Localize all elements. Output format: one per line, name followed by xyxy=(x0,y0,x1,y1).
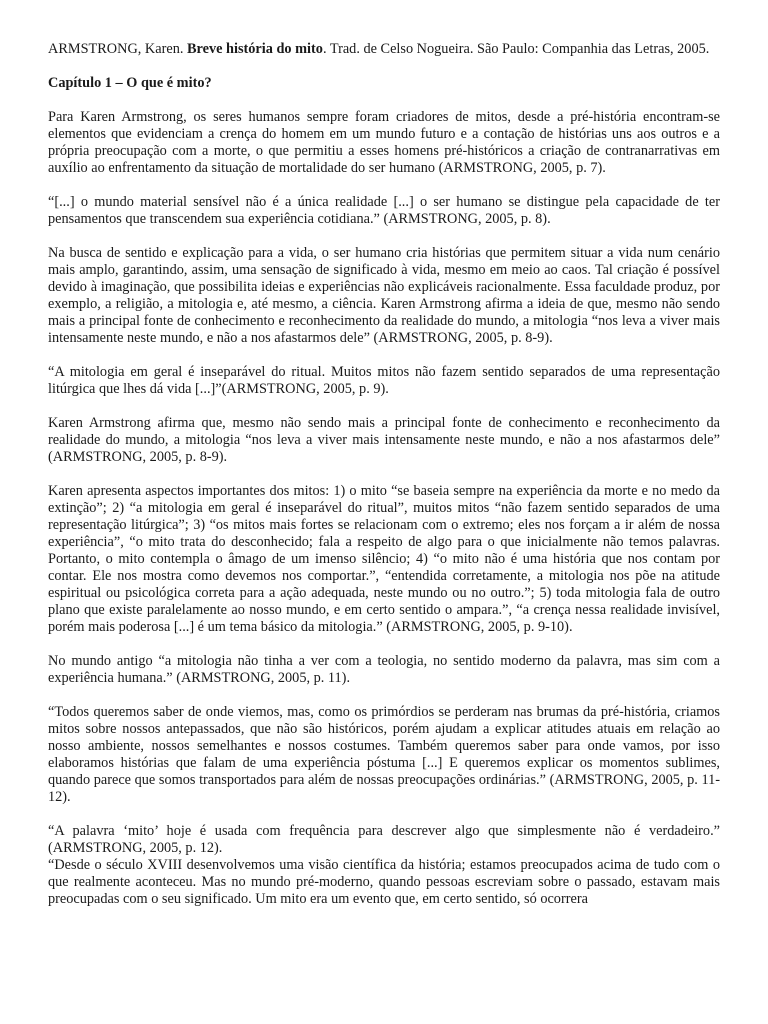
paragraph-8: “Todos queremos saber de onde viemos, mas, como os primórdios se perderam nas brumas da pré-história, criamos mitos sobre nossos antepassados, que não são históricos, porém ajudam a explicar atitudes atuais em relação ao nosso ambiente, nossos semelhantes e nossos costumes. Também queremos saber para onde vamos, por isso elaboramos histórias que falam de uma experiência póstuma [...] E queremos explicar os momentos sublimes, quando parece que somos transportados para além de nossas preocupações ordinárias.” (ARMSTRONG, 2005, p. 11-12). xyxy=(48,704,720,805)
paragraph-2: “[...] o mundo material sensível não é a única realidade [...] o ser humano se distingue pela capacidade de ter pensamentos que transcendem sua experiência cotidiana.” (ARMSTRONG, 2005, p. 8). xyxy=(48,194,720,227)
reference-title: Breve história do mito xyxy=(187,41,323,57)
paragraph-4: “A mitologia em geral é inseparável do ritual. Muitos mitos não fazem sentido separados de uma representação litúrgica que lhes dá vida [...]”(ARMSTRONG, 2005, p. 9). xyxy=(48,364,720,397)
reference-author: ARMSTRONG, Karen. xyxy=(48,41,187,57)
reference-details: . Trad. de Celso Nogueira. São Paulo: Companhia das Letras, 2005. xyxy=(322,41,710,57)
paragraph-7: No mundo antigo “a mitologia não tinha a ver com a teologia, no sentido moderno da palavra, mas sim com a experiência humana.” (ARMSTRONG, 2005, p. 11). xyxy=(48,653,720,686)
paragraph-10: “Desde o século XVIII desenvolvemos uma visão científica da história; estamos preocupados acima de tudo com o que realmente aconteceu. Mas no mundo pré-moderno, quando pessoas escreviam sobre o passado, estavam mais preocupadas com o seu significado. Um mito era um evento que, em certo sentido, só ocorrera xyxy=(48,857,720,907)
bibliographic-reference xyxy=(48,41,720,58)
paragraph-3: Na busca de sentido e explicação para a vida, o ser humano cria histórias que permitem situar a vida num cenário mais amplo, garantindo, assim, uma sensação de significado à vida, mesmo em meio ao caos. Tal criação é possível devido à imaginação, que possibilita ideias e experiências não explicáveis racionalmente. Essa faculdade produz, por exemplo, a religião, a mitologia e, até mesmo, a ciência. Karen Armstrong afirma a ideia de que, mesmo não sendo mais a principal fonte de conhecimento e reconhecimento da realidade do mundo, a mitologia “nos leva a viver mais intensamente neste mundo, e não a nos afastarmos dele” (ARMSTRONG, 2005, p. 8-9). xyxy=(48,245,720,346)
paragraph-9: “A palavra ‘mito’ hoje é usada com frequência para descrever algo que simplesmente não é verdadeiro.” (ARMSTRONG, 2005, p. 12). xyxy=(48,823,720,856)
paragraph-5: Karen Armstrong afirma que, mesmo não sendo mais a principal fonte de conhecimento e reconhecimento da realidade do mundo, a mitologia “nos leva a viver mais intensamente neste mundo, e não a nos afastarmos dele” (ARMSTRONG, 2005, p. 8-9). xyxy=(48,415,720,465)
paragraph-6: Karen apresenta aspectos importantes dos mitos: 1) o mito “se baseia sempre na experiência da morte e no medo da extinção”; 2) “a mitologia em geral é inseparável do ritual”, muitos mitos “não fazem sentido separados de uma representação litúrgica”; 3) “os mitos mais fortes se relacionam com o extremo; eles nos forçam a ir além de nossa experiência”, “o mito trata do desconhecido; fala a respeito de algo para o que inicialmente não temos palavras. Portanto, o mito contempla o âmago de um imenso silêncio; 4) “o mito não é uma história que nos contam por contar. Ele nos mostra como devemos nos comportar.”, “entendida corretamente, a mitologia nos põe na atitude espiritual ou psicológica correta para a ação adequada, neste mundo ou no outro.”; 5) toda mitologia fala de outro plano que existe paralelamente ao nosso mundo, e em certo sentido o ampara.”, “a crença nessa realidade invisível, porém mais poderosa [...] é um tema básico da mitologia.” (ARMSTRONG, 2005, p. 9-10). xyxy=(48,483,720,635)
paragraph-1: Para Karen Armstrong, os seres humanos sempre foram criadores de mitos, desde a pré-história encontram-se elementos que evidenciam a crença do homem em um mundo futuro e a contação de histórias uns aos outros e a própria preocupação com a morte, o que permitiu a esses homens pré-históricos a criação de contranarrativas em auxílio ao enfrentamento da situação de mortalidade do ser humano (ARMSTRONG, 2005, p. 7). xyxy=(48,109,720,176)
chapter-heading: Capítulo 1 – O que é mito? xyxy=(48,75,212,91)
